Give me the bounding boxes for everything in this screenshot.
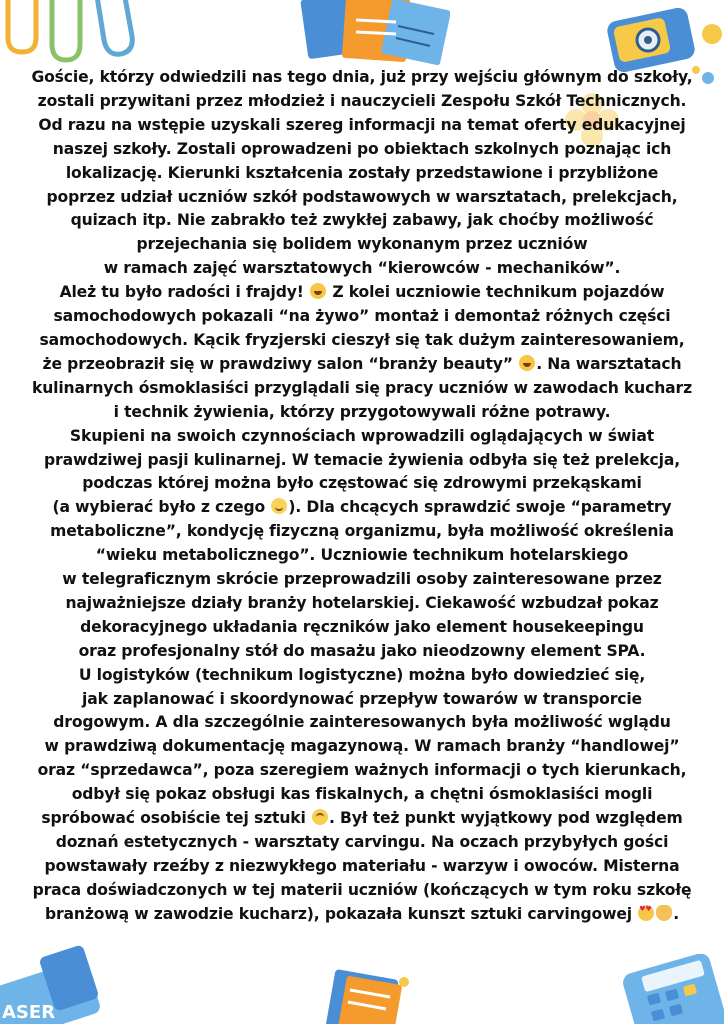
- text-line: zostali przywitani przez młodzież i nauczycieli Zespołu Szkół Technicznych.: [37, 91, 687, 110]
- text-line: naszej szkoły. Zostali oprowadzeni po obiektach szkolnych poznając ich: [52, 139, 672, 158]
- grinning-face-icon: [519, 355, 535, 371]
- text-line: praca doświadczonych w tej materii uczniów (kończących w tym roku szkołę: [32, 880, 692, 899]
- text-line: [4, 496, 720, 520]
- text-line: w prawdziwą dokumentację magazynową. W ramach branży “handlowej”: [44, 737, 680, 756]
- text-line: najważniejsze działy branży hotelarskiej. Ciekawość wzbudzał pokaz: [65, 593, 659, 612]
- text-segment: branżową w zawodzie kucharz), pokazała kunszt sztuki carvingowej: [44, 904, 632, 923]
- grinning-face-icon: [310, 283, 326, 299]
- text-line: podczas której można było częstować się zdrowymi przekąskami: [82, 474, 642, 493]
- text-line: Goście, którzy odwiedzili nas tego dnia, już przy wejściu głównym do szkoły,: [31, 68, 693, 86]
- notebook-decoration: [320, 964, 420, 1024]
- text-line: [4, 903, 720, 927]
- text-line: metaboliczne”, kondycję fizyczną organizmu, była możliwość określenia: [50, 522, 674, 541]
- text-segment: że przeobraził się w prawdziwy salon “branży beauty”: [42, 354, 513, 373]
- heart-eyes-face-icon: [638, 905, 654, 921]
- text-line: quizach itp. Nie zabrakło też zwykłej zabawy, jak choćby możliwość: [70, 211, 654, 230]
- text-line: U logistyków (technikum logistyczne) można było dowiedzieć się,: [78, 665, 646, 684]
- slightly-smiling-face-icon: [271, 498, 287, 514]
- text-line: Od razu na wstępie uzyskali szereg informacji na temat oferty edukacyjnej: [38, 115, 686, 134]
- text-line: oraz profesjonalny stół do masażu jako nieodzowny element SPA.: [78, 641, 646, 660]
- text-segment: . Był też punkt wyjątkowy pod względem: [328, 809, 683, 828]
- text-line: odbył się pokaz obsługi kas fiskalnych, a chętni ósmoklasiści mogli: [71, 785, 653, 804]
- text-line: samochodowych pokazali “na żywo” montaż i demontaż różnych części: [53, 307, 671, 326]
- sticky-notes-decoration: [300, 0, 450, 72]
- calculator-decoration: [620, 954, 724, 1024]
- text-line: lokalizację. Kierunki kształcenia zostały przedstawione i przybliżone: [65, 163, 659, 182]
- text-segment: ). Dla chcących sprawdzić swoje “parametry: [288, 498, 672, 517]
- text-line: oraz “sprzedawca”, poza szeregiem ważnych informacji o tych kierunkach,: [37, 761, 687, 780]
- eraser-label: ASER: [2, 1002, 56, 1023]
- upside-down-face-icon: [312, 809, 328, 825]
- text-line: [4, 281, 720, 305]
- text-segment: Ależ tu było radości i frajdy!: [59, 283, 304, 302]
- text-line: kulinarnych ósmoklasiści przyglądali się pracy uczniów w zawodach kucharz: [32, 378, 692, 397]
- text-line: dekoracyjnego układania ręczników jako element housekeepingu: [80, 617, 644, 636]
- eraser-decoration: [0, 944, 120, 1024]
- text-segment: (a wybierać było z czego: [52, 498, 266, 517]
- text-segment: .: [673, 904, 680, 923]
- ok-hand-icon: [656, 905, 672, 921]
- article-body: [4, 66, 720, 927]
- text-line: doznań estetycznych - warsztaty carvingu. Na oczach przybyłych gości: [55, 833, 669, 851]
- text-line: [4, 807, 720, 831]
- text-segment: spróbować osobiście tej sztuki: [41, 809, 306, 828]
- text-line: samochodowych. Kącik fryzjerski cieszył się tak dużym zainteresowaniem,: [39, 330, 685, 349]
- text-line: [4, 353, 720, 377]
- text-line: w telegraficznym skrócie przeprowadzili osoby zainteresowane przez: [62, 570, 662, 589]
- text-line: prawdziwej pasji kulinarnej. W temacie żywienia odbyła się też prelekcja,: [44, 450, 680, 469]
- text-line: “wieku metabolicznego”. Uczniowie technikum hotelarskiego: [95, 546, 629, 565]
- text-line: przejechania się bolidem wykonanym przez uczniów: [136, 235, 588, 254]
- text-segment: . Na warsztatach: [536, 354, 682, 373]
- text-line: drogowym. A dla szczególnie zainteresowanych była możliwość wglądu: [53, 713, 671, 732]
- text-line: w ramach zajęć warsztatowych “kierowców - mechaników”.: [103, 259, 621, 278]
- text-segment: Z kolei uczniowie technikum pojazdów: [332, 283, 665, 302]
- text-line: i technik żywienia, którzy przygotowywali różne potrawy.: [113, 402, 611, 421]
- text-line: jak zaplanować i skoordynować przepływ towarów w transporcie: [82, 689, 642, 708]
- paperclips-decoration: [0, 0, 140, 72]
- text-line: Skupieni na swoich czynnościach wprowadzili oglądających w świat: [69, 426, 655, 445]
- text-line: powstawały rzeźby z niezwykłego materiału - warzyw i owoców. Misterna: [44, 856, 680, 875]
- text-line: poprzez udział uczniów szkół podstawowych w warsztatach, prelekcjach,: [46, 187, 678, 206]
